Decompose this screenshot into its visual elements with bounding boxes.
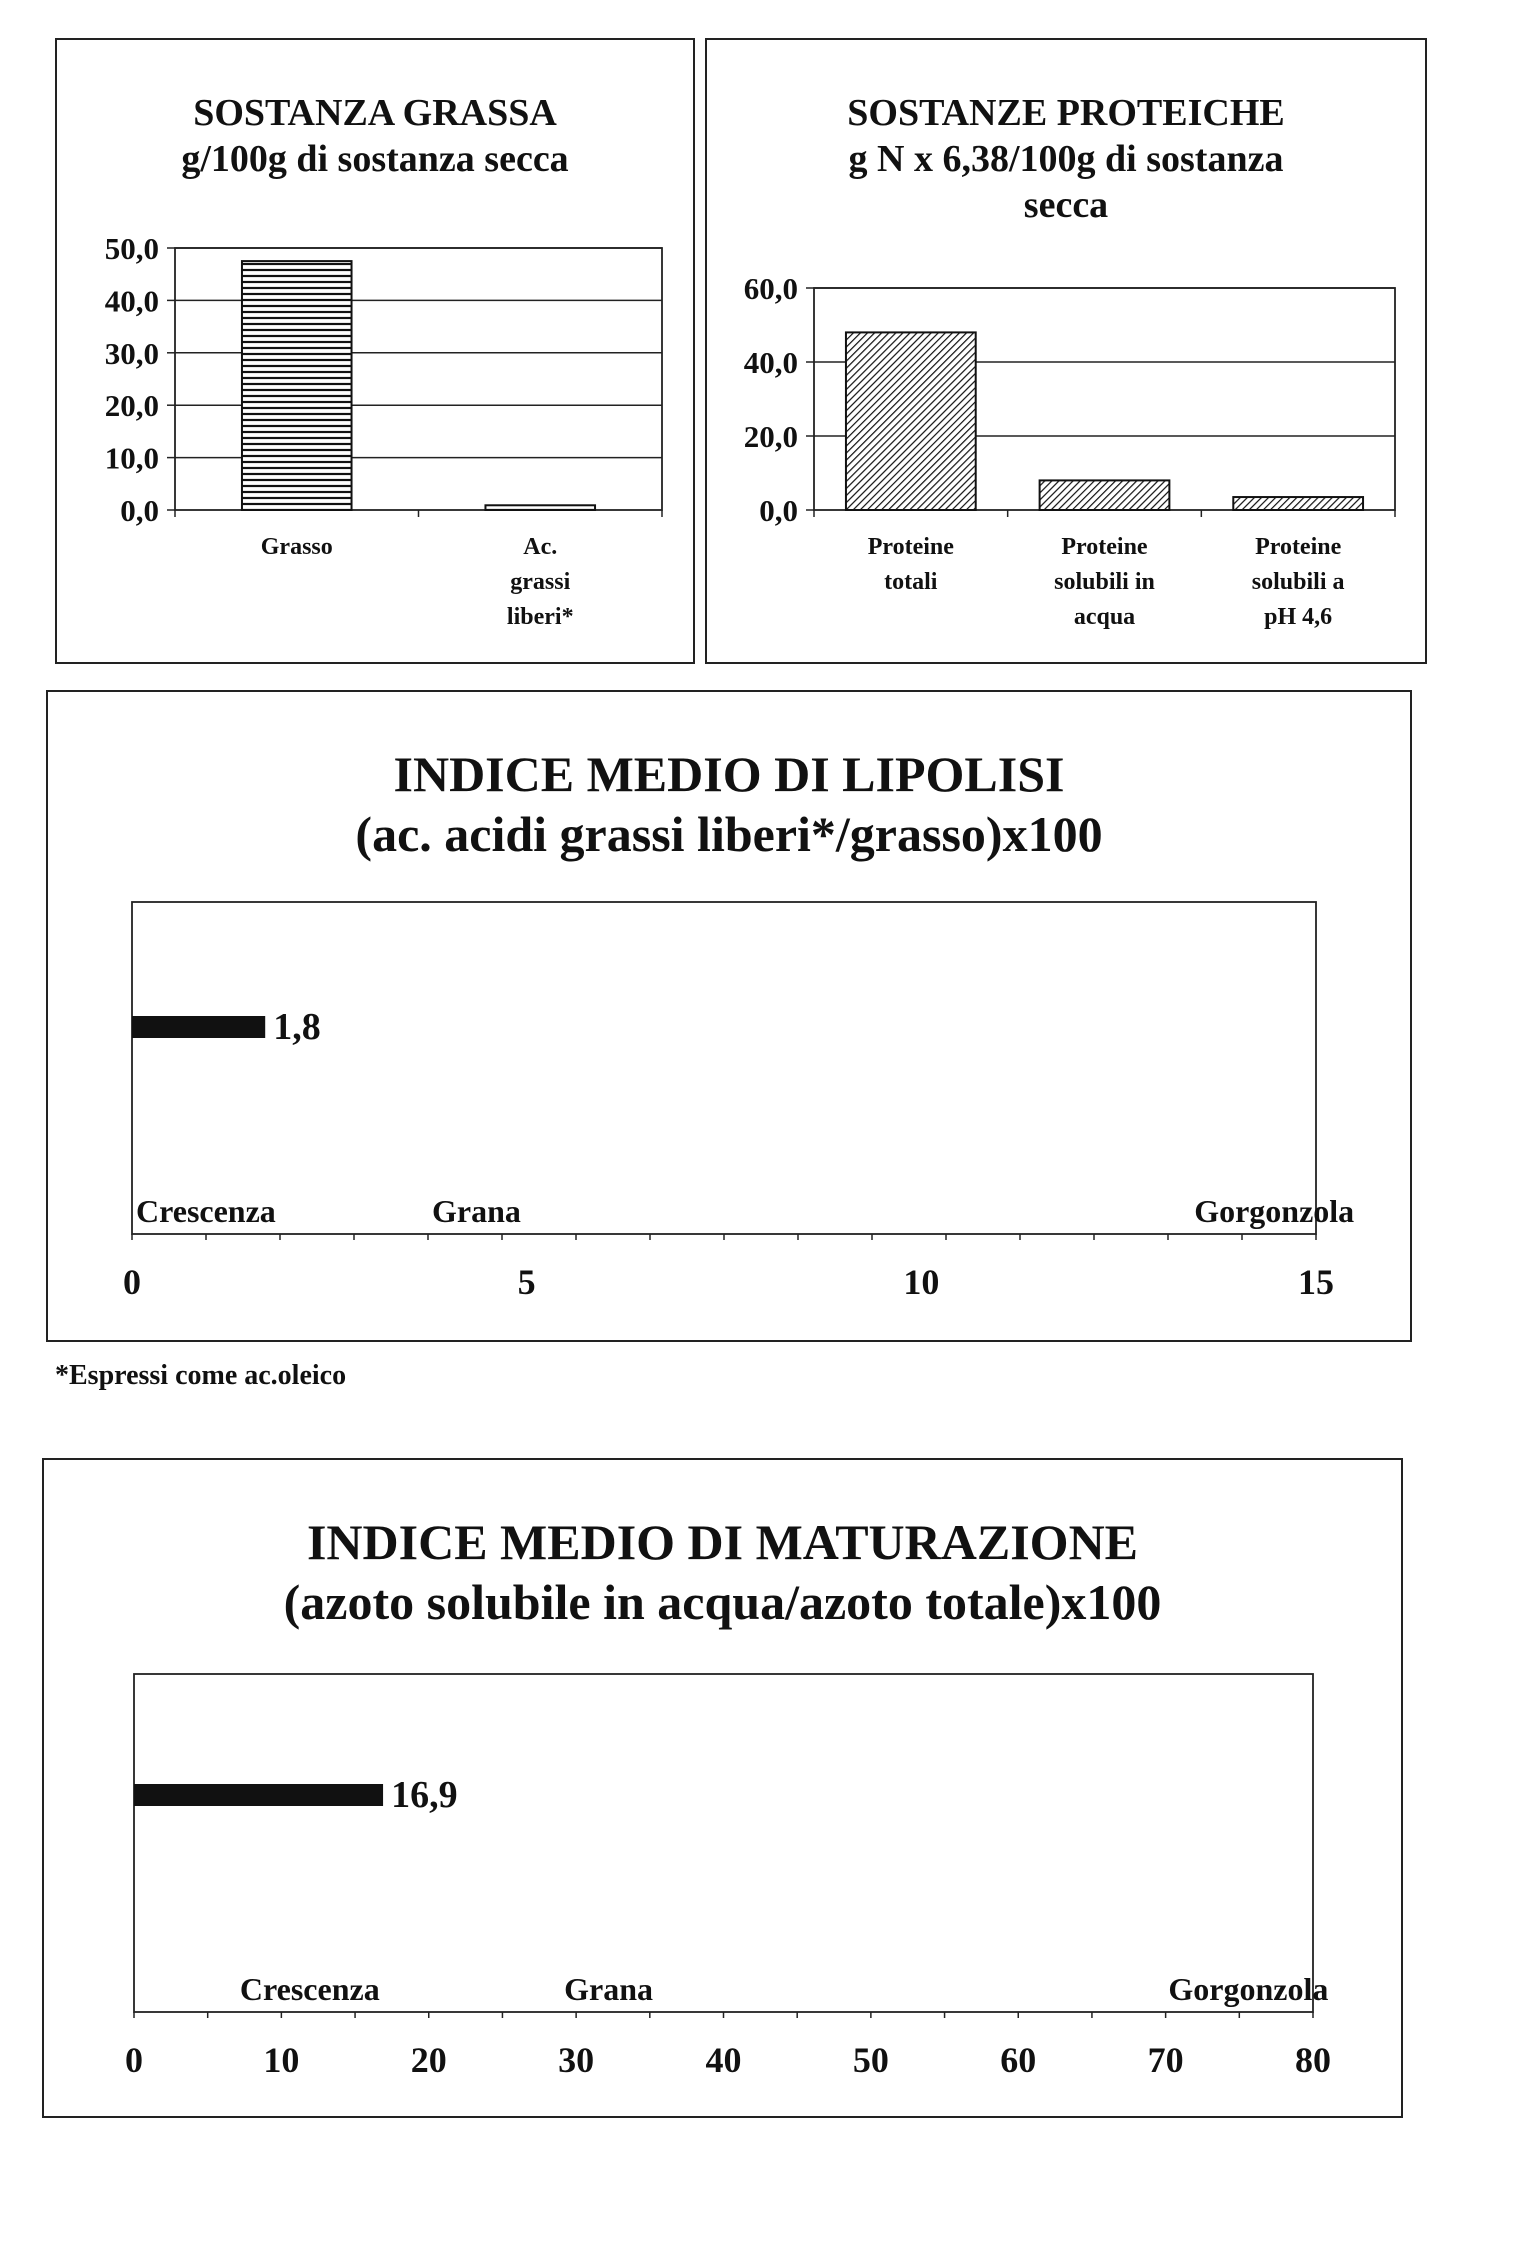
x-category-label: Ac. grassi liberi* [506, 534, 574, 630]
plot-area [132, 902, 1316, 1234]
reference-label: Gorgonzola [1168, 1971, 1329, 2007]
x-tick-label: 20 [410, 2040, 447, 2080]
bar-1 [242, 261, 352, 510]
y-tick-label: 40,0 [743, 345, 798, 380]
bar-value [132, 1016, 265, 1038]
x-category-label: Proteine solubili in acqua [1054, 534, 1155, 630]
reference-label: Crescenza [136, 1193, 276, 1229]
x-tick-label: 50 [852, 2040, 889, 2080]
chart-title: INDICE MEDIO DI MATURAZIONE [306, 1514, 1139, 1570]
reference-label: Grana [564, 1971, 654, 2007]
x-category-label: Grasso [260, 534, 333, 560]
bar-1 [846, 332, 976, 510]
x-tick-label: 40 [705, 2040, 742, 2080]
y-tick-label: 20,0 [743, 419, 798, 454]
x-tick-label: 80 [1295, 2040, 1331, 2080]
x-tick-label: 10 [263, 2040, 300, 2080]
plot-area [134, 1674, 1313, 2012]
x-tick-label: 60 [1000, 2040, 1037, 2080]
reference-label: Grana [432, 1193, 521, 1229]
y-tick-label: 20,0 [104, 388, 159, 424]
y-tick-label: 0,0 [120, 493, 159, 528]
chart-lipolisi [48, 692, 1410, 1340]
x-tick-label: 5 [517, 1262, 536, 1302]
x-tick-label: 0 [125, 2040, 143, 2080]
chart-subtitle: g N x 6,38/100g di sostanza [848, 138, 1284, 180]
y-tick-label: 30,0 [104, 335, 159, 371]
y-tick-label: 40,0 [104, 283, 159, 319]
x-tick-label: 30 [558, 2040, 595, 2080]
y-tick-label: 0,0 [759, 493, 798, 528]
chart-panel-sostanze-proteiche [705, 38, 1427, 664]
chart-sostanze-proteiche [707, 40, 1425, 662]
bar-3 [1233, 497, 1363, 510]
y-tick-label: 60,0 [743, 271, 798, 306]
bar-2 [485, 505, 595, 510]
x-tick-label: 0 [123, 1262, 141, 1302]
x-tick-label: 10 [903, 1262, 940, 1302]
bar-value-label: 16,9 [391, 1774, 458, 1816]
x-category-label: Proteine totali [867, 534, 954, 595]
y-tick-label: 50,0 [104, 231, 159, 266]
chart-sostanza-grassa [57, 40, 693, 662]
chart-panel-lipolisi [46, 690, 1412, 1342]
chart-maturazione [44, 1460, 1401, 2116]
chart-panel-maturazione [42, 1458, 1403, 2118]
x-category-label: Proteine solubili a pH 4,6 [1251, 534, 1345, 630]
chart-title: INDICE MEDIO DI LIPOLISI [393, 746, 1065, 802]
chart-subtitle: (ac. acidi grassi liberi*/grasso)x100 [355, 806, 1103, 862]
chart-title: SOSTANZA GRASSA [193, 92, 557, 134]
chart-subtitle: g/100g di sostanza secca [181, 138, 569, 180]
reference-label: Crescenza [239, 1971, 380, 2007]
y-tick-label: 10,0 [104, 440, 159, 476]
bar-value-label: 1,8 [273, 1006, 321, 1048]
bar-value [134, 1784, 383, 1806]
chart-title: SOSTANZE PROTEICHE [847, 92, 1285, 134]
x-tick-label: 70 [1147, 2040, 1184, 2080]
chart-panel-sostanza-grassa [55, 38, 695, 664]
chart-subtitle: (azoto solubile in acqua/azoto totale)x100 [283, 1574, 1162, 1630]
reference-label: Gorgonzola [1194, 1193, 1355, 1229]
x-tick-label: 15 [1298, 1262, 1334, 1302]
footnote: *Espressi come ac.oleico [55, 1360, 347, 1391]
bar-2 [1040, 480, 1170, 510]
chart-subtitle-line-2: secca [1023, 184, 1109, 226]
